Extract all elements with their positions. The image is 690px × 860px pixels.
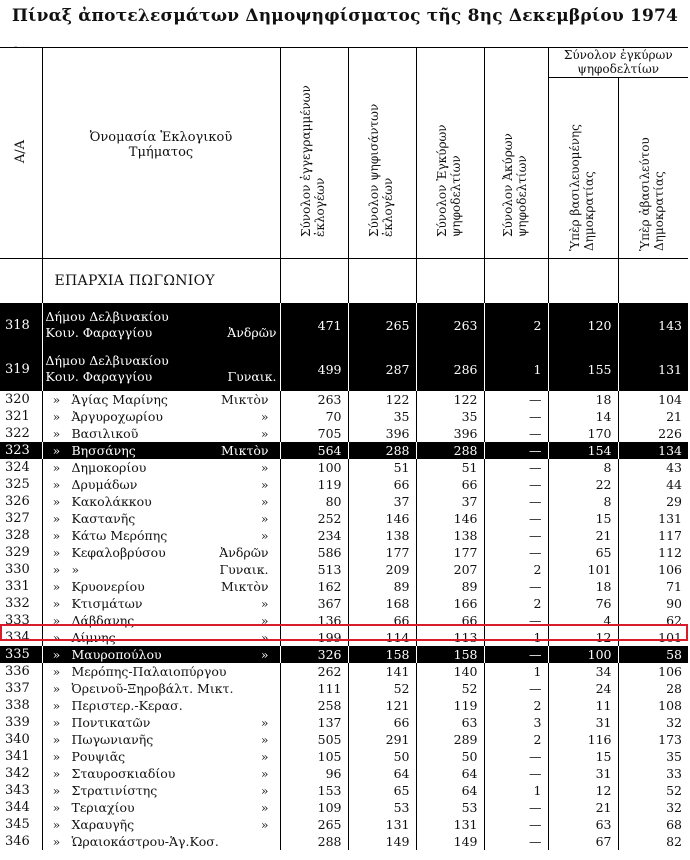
valid-value: 66	[416, 612, 484, 629]
valid-value: 64	[416, 765, 484, 782]
invalid-value: —	[484, 799, 548, 816]
invalid-value: 1	[484, 629, 548, 646]
monarchy-value: 100	[548, 646, 618, 663]
invalid-value: 1	[484, 347, 548, 391]
table-row	[0, 425, 688, 442]
invalid-value: —	[484, 748, 548, 765]
district-name: » Μερόπης-Παλαιοπύργου	[42, 663, 280, 680]
voted-value: 35	[348, 408, 416, 425]
table-row	[0, 765, 688, 782]
valid-value: 131	[416, 816, 484, 833]
registered-value: 252	[280, 510, 348, 527]
table-row	[0, 833, 688, 850]
voted-value: 288	[348, 442, 416, 459]
monarchy-value: 15	[548, 510, 618, 527]
republic-value: 104	[658, 392, 683, 407]
voted-value: 65	[348, 782, 416, 799]
voted-value: 177	[348, 544, 416, 561]
district-name: » » Γυναικ.	[42, 561, 280, 578]
valid-value: 113	[416, 629, 484, 646]
row-number: 326	[0, 493, 42, 510]
district-name: » Βασιλικοῦ »	[42, 425, 280, 442]
table-row	[0, 731, 688, 748]
district-name: » Καστανῆς »	[42, 510, 280, 527]
valid-value: 158	[416, 646, 484, 663]
republic-value: 33	[666, 766, 683, 781]
district-name: Δήμου Δελβινακίου Κοιν. Φαραγγίου Γυναικ.	[42, 347, 280, 391]
district-name: » Ἁγίας Μαρίνης Μικτὸν	[42, 391, 280, 408]
table-row	[0, 799, 688, 816]
row-number: 334	[0, 629, 42, 646]
valid-value: 166	[416, 595, 484, 612]
republic-value: 108	[658, 698, 683, 713]
valid-value: 263	[416, 303, 484, 347]
republic-value: 90	[666, 596, 683, 611]
monarchy-value: 170	[548, 425, 618, 442]
valid-value: 149	[416, 833, 484, 850]
voted-value: 291	[348, 731, 416, 748]
monarchy-value: 76	[548, 595, 618, 612]
table-row	[0, 612, 688, 629]
invalid-value: —	[484, 646, 548, 663]
valid-value: 286	[416, 347, 484, 391]
voted-value: 114	[348, 629, 416, 646]
republic-value: 106	[658, 664, 683, 679]
monarchy-value: 24	[548, 680, 618, 697]
monarchy-value: 11	[548, 697, 618, 714]
valid-value: 64	[416, 782, 484, 799]
voted-value: 141	[348, 663, 416, 680]
monarchy-value: 8	[548, 459, 618, 476]
voted-value: 37	[348, 493, 416, 510]
valid-value: 66	[416, 476, 484, 493]
row-number: 327	[0, 510, 42, 527]
corner-dash: - —	[14, 42, 31, 53]
monarchy-value: 34	[548, 663, 618, 680]
voted-value: 146	[348, 510, 416, 527]
registered-value: 100	[280, 459, 348, 476]
table-row	[0, 663, 688, 680]
invalid-value: —	[484, 493, 548, 510]
invalid-value: 2	[484, 731, 548, 748]
monarchy-value: 116	[548, 731, 618, 748]
invalid-value: —	[484, 510, 548, 527]
section-row	[0, 259, 688, 304]
monarchy-value: 120	[548, 303, 618, 347]
invalid-value: 1	[484, 663, 548, 680]
registered-value: 705	[280, 425, 348, 442]
registered-value: 265	[280, 816, 348, 833]
monarchy-value: 101	[548, 561, 618, 578]
invalid-value: —	[484, 527, 548, 544]
monarchy-value: 15	[548, 748, 618, 765]
table-row	[0, 782, 688, 799]
voted-value: 168	[348, 595, 416, 612]
valid-value: 35	[416, 408, 484, 425]
header-aa: Α/Α	[0, 48, 42, 259]
table-row	[0, 714, 688, 731]
registered-value: 505	[280, 731, 348, 748]
district-name: » Ρουψιᾶς »	[42, 748, 280, 765]
row-number: 338	[0, 697, 42, 714]
invalid-value: —	[484, 680, 548, 697]
table-row	[0, 391, 688, 408]
invalid-value: —	[484, 476, 548, 493]
republic-value: 44	[666, 477, 683, 492]
valid-value: 207	[416, 561, 484, 578]
table-row	[0, 561, 688, 578]
monarchy-value: 63	[548, 816, 618, 833]
valid-value: 289	[416, 731, 484, 748]
registered-value: 80	[280, 493, 348, 510]
republic-value: 52	[666, 783, 683, 798]
voted-value: 149	[348, 833, 416, 850]
registered-value: 499	[280, 347, 348, 391]
registered-value: 109	[280, 799, 348, 816]
table-row	[0, 476, 688, 493]
monarchy-value: 31	[548, 765, 618, 782]
row-number: 319	[0, 347, 42, 391]
republic-value: 173	[658, 732, 683, 747]
results-table	[0, 47, 688, 850]
header-voted: Σύνολον ψηφισάντων ἐκλογέων	[348, 48, 416, 259]
row-number: 332	[0, 595, 42, 612]
invalid-value: —	[484, 578, 548, 595]
monarchy-value: 21	[548, 799, 618, 816]
row-number: 323	[0, 442, 42, 459]
table-row	[0, 510, 688, 527]
header-republic: Ὑπὲρ ἀβασιλεύτου Δημοκρατίας	[618, 77, 688, 258]
monarchy-value: 14	[548, 408, 618, 425]
registered-value: 105	[280, 748, 348, 765]
row-number: 328	[0, 527, 42, 544]
table-row	[0, 527, 688, 544]
monarchy-value: 8	[548, 493, 618, 510]
monarchy-value: 155	[548, 347, 618, 391]
registered-value: 513	[280, 561, 348, 578]
district-name: » Βησσάνης Μικτὸν	[42, 442, 280, 459]
table-row	[0, 816, 688, 833]
invalid-value: —	[484, 612, 548, 629]
invalid-value: —	[484, 408, 548, 425]
invalid-value: 2	[484, 303, 548, 347]
valid-value: 89	[416, 578, 484, 595]
header-valid: Σύνολον Ἐγκύρων ψηφοδελτίων	[416, 48, 484, 259]
republic-value: 35	[666, 749, 683, 764]
table-row	[0, 578, 688, 595]
voted-value: 131	[348, 816, 416, 833]
voted-value: 265	[348, 303, 416, 347]
monarchy-value: 22	[548, 476, 618, 493]
registered-value: 234	[280, 527, 348, 544]
registered-value: 111	[280, 680, 348, 697]
district-name: » Λάβδανης »	[42, 612, 280, 629]
row-number: 345	[0, 816, 42, 833]
table-row	[0, 748, 688, 765]
republic-value: 101	[658, 630, 683, 645]
valid-value: 50	[416, 748, 484, 765]
row-number: 329	[0, 544, 42, 561]
republic-value: 58	[618, 646, 688, 663]
registered-value: 258	[280, 697, 348, 714]
valid-value: 53	[416, 799, 484, 816]
republic-value: 28	[666, 681, 683, 696]
row-number: 339	[0, 714, 42, 731]
republic-value: 131	[658, 511, 683, 526]
valid-value: 138	[416, 527, 484, 544]
table-row	[0, 493, 688, 510]
row-number: 340	[0, 731, 42, 748]
table-row	[0, 408, 688, 425]
monarchy-value: 18	[548, 391, 618, 408]
voted-value: 158	[348, 646, 416, 663]
district-name: » Κακολάκκου »	[42, 493, 280, 510]
voted-value: 50	[348, 748, 416, 765]
voted-value: 66	[348, 476, 416, 493]
voted-value: 52	[348, 680, 416, 697]
registered-value: 326	[280, 646, 348, 663]
voted-value: 66	[348, 714, 416, 731]
header-valid-group: Σύνολον ἐγκύρων ψηφοδελτίων	[548, 48, 688, 78]
monarchy-value: 21	[548, 527, 618, 544]
republic-value: 226	[658, 426, 683, 441]
valid-value: 177	[416, 544, 484, 561]
district-name: » Ὀρεινοῦ-Ξηροβάλτ. Μικτ.	[42, 680, 280, 697]
invalid-value: —	[484, 765, 548, 782]
valid-value: 51	[416, 459, 484, 476]
district-name: » Λίμνης »	[42, 629, 280, 646]
header-registered: Σύνολον ἐγγεγραμμένων ἐκλογέων	[280, 48, 348, 259]
invalid-value: —	[484, 816, 548, 833]
registered-value: 136	[280, 612, 348, 629]
row-number: 330	[0, 561, 42, 578]
table-row	[0, 697, 688, 714]
table-row	[0, 629, 688, 646]
district-name: » Ἀργυροχωρίου »	[42, 408, 280, 425]
valid-value: 288	[416, 442, 484, 459]
district-name: » Στρατινίστης »	[42, 782, 280, 799]
district-name: » Ὡραιοκάστρου-Ἁγ.Κοσ.	[42, 833, 280, 850]
row-number: 335	[0, 646, 42, 663]
table-row	[0, 680, 688, 697]
valid-value: 37	[416, 493, 484, 510]
invalid-value: —	[484, 459, 548, 476]
invalid-value: 1	[484, 782, 548, 799]
republic-value: 112	[658, 545, 683, 560]
registered-value: 119	[280, 476, 348, 493]
monarchy-value: 65	[548, 544, 618, 561]
registered-value: 70	[280, 408, 348, 425]
registered-value: 471	[280, 303, 348, 347]
row-number: 324	[0, 459, 42, 476]
republic-value: 68	[666, 817, 683, 832]
row-number: 344	[0, 799, 42, 816]
row-number: 318	[0, 303, 42, 347]
voted-value: 138	[348, 527, 416, 544]
header-invalid: Σύνολον Ἀκύρων ψηφοδελτίων	[484, 48, 548, 259]
district-name: » Χαραυγῆς »	[42, 816, 280, 833]
republic-value: 106	[658, 562, 683, 577]
table-row	[0, 303, 688, 347]
registered-value: 288	[280, 833, 348, 850]
voted-value: 66	[348, 612, 416, 629]
invalid-value: 2	[484, 595, 548, 612]
registered-value: 162	[280, 578, 348, 595]
monarchy-value: 12	[548, 629, 618, 646]
row-number: 341	[0, 748, 42, 765]
registered-value: 153	[280, 782, 348, 799]
district-name: » Πωγωνιανῆς »	[42, 731, 280, 748]
district-name: » Ποντικατῶν »	[42, 714, 280, 731]
invalid-value: 2	[484, 697, 548, 714]
section-title: ΕΠΑΡΧΙΑ ΠΩΓΩΝΙΟΥ	[42, 259, 280, 304]
voted-value: 209	[348, 561, 416, 578]
page-title: Πίναξ ἀποτελεσμάτων Δημοψηφίσματος τῆς 8ης Δεκεμβρίου 1974	[11, 6, 679, 26]
monarchy-value: 154	[548, 442, 618, 459]
registered-value: 564	[280, 442, 348, 459]
republic-value: 21	[666, 409, 683, 424]
row-number: 320	[0, 391, 42, 408]
republic-value: 32	[666, 715, 683, 730]
row-number: 322	[0, 425, 42, 442]
voted-value: 89	[348, 578, 416, 595]
row-number: 331	[0, 578, 42, 595]
valid-value: 63	[416, 714, 484, 731]
table-row	[0, 544, 688, 561]
header-name: Ὀνομασία Ἐκλογικοῦ Τμήματος	[42, 48, 280, 259]
table-row	[0, 595, 688, 612]
valid-value: 140	[416, 663, 484, 680]
district-name: » Μαυροπούλου »	[42, 646, 280, 663]
republic-value: 117	[658, 528, 683, 543]
invalid-value: —	[484, 391, 548, 408]
valid-value: 122	[416, 391, 484, 408]
district-name: » Σταυροσκιαδίου »	[42, 765, 280, 782]
header-monarchy: Ὑπὲρ βασιλευομένης Δημοκρατίας	[548, 77, 618, 258]
voted-value: 121	[348, 697, 416, 714]
voted-value: 64	[348, 765, 416, 782]
registered-value: 199	[280, 629, 348, 646]
district-name: » Περιστερ.-Κερασ.	[42, 697, 280, 714]
monarchy-value: 67	[548, 833, 618, 850]
row-number: 346	[0, 833, 42, 850]
table-row	[0, 347, 688, 391]
republic-value: 43	[666, 460, 683, 475]
republic-value: 62	[666, 613, 683, 628]
table-row	[0, 646, 688, 663]
voted-value: 122	[348, 391, 416, 408]
district-name: » Κρυονερίου Μικτὸν	[42, 578, 280, 595]
valid-value: 396	[416, 425, 484, 442]
monarchy-value: 31	[548, 714, 618, 731]
row-number: 333	[0, 612, 42, 629]
invalid-value: 2	[484, 561, 548, 578]
district-name: » Κάτω Μερόπης »	[42, 527, 280, 544]
row-number: 343	[0, 782, 42, 799]
row-number: 336	[0, 663, 42, 680]
republic-value: 82	[666, 834, 683, 849]
monarchy-value: 18	[548, 578, 618, 595]
invalid-value: —	[484, 833, 548, 850]
valid-value: 146	[416, 510, 484, 527]
district-name: Δήμου Δελβινακίου Κοιν. Φαραγγίου Ἀνδρῶν	[42, 303, 280, 347]
republic-value: 32	[666, 800, 683, 815]
table-row	[0, 442, 688, 459]
valid-value: 119	[416, 697, 484, 714]
registered-value: 262	[280, 663, 348, 680]
monarchy-value: 4	[548, 612, 618, 629]
district-name: » Δρυμάδων »	[42, 476, 280, 493]
table-row	[0, 459, 688, 476]
invalid-value: —	[484, 425, 548, 442]
monarchy-value: 12	[548, 782, 618, 799]
voted-value: 51	[348, 459, 416, 476]
registered-value: 263	[280, 391, 348, 408]
district-name: » Κτισμάτων »	[42, 595, 280, 612]
registered-value: 586	[280, 544, 348, 561]
district-name: » Κεφαλοβρύσου Ἀνδρῶν	[42, 544, 280, 561]
republic-value: 134	[618, 442, 688, 459]
row-number: 342	[0, 765, 42, 782]
republic-value: 143	[618, 303, 688, 347]
invalid-value: 3	[484, 714, 548, 731]
republic-value: 71	[666, 579, 683, 594]
voted-value: 53	[348, 799, 416, 816]
valid-value: 52	[416, 680, 484, 697]
voted-value: 396	[348, 425, 416, 442]
row-number: 325	[0, 476, 42, 493]
registered-value: 96	[280, 765, 348, 782]
invalid-value: —	[484, 442, 548, 459]
republic-value: 29	[666, 494, 683, 509]
republic-value: 131	[618, 347, 688, 391]
row-number: 337	[0, 680, 42, 697]
registered-value: 137	[280, 714, 348, 731]
voted-value: 287	[348, 347, 416, 391]
district-name: » Δημοκορίου »	[42, 459, 280, 476]
district-name: » Τεριαχίου »	[42, 799, 280, 816]
registered-value: 367	[280, 595, 348, 612]
row-number: 321	[0, 408, 42, 425]
invalid-value: —	[484, 544, 548, 561]
